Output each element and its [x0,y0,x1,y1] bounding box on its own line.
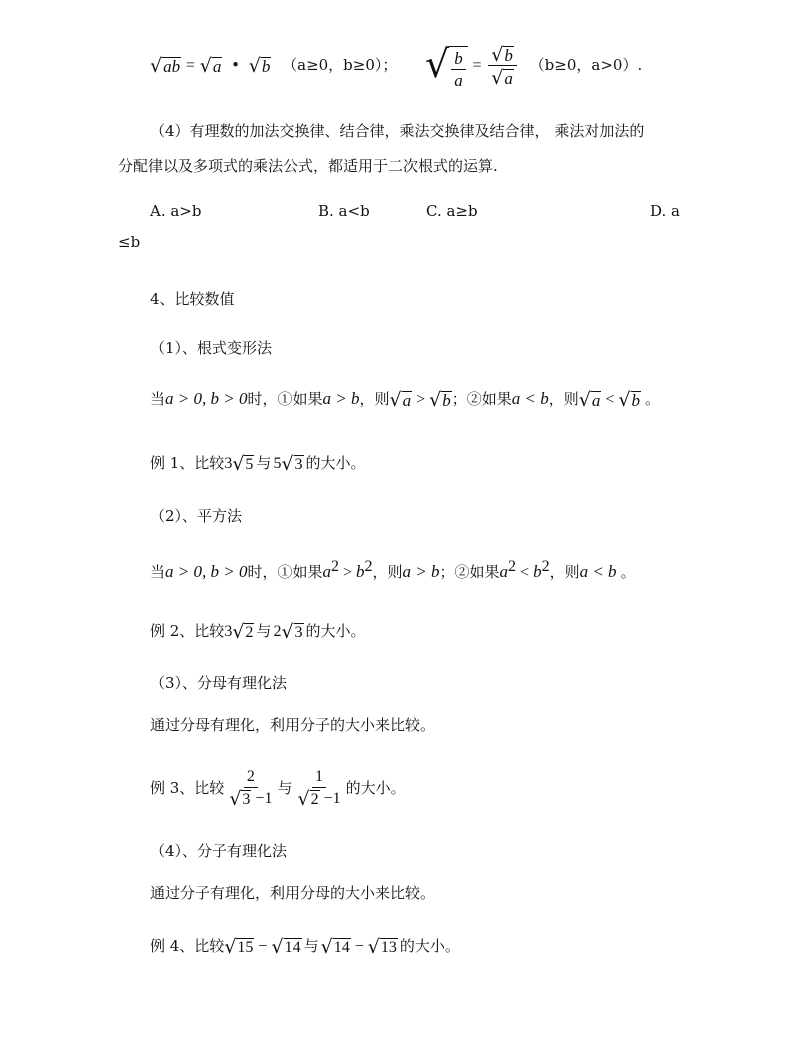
sqrt-fraction-b-over-a: √ $\frac{b}{a}$ [425,40,468,92]
fraction-1-over-sqrt2-minus1: 1 √ 2 −1 [297,767,341,810]
example-2: 例 2、比较3 √ 2 与 2 √ 3 的大小。 [150,621,366,643]
para4-line1: （4）有理数的加法交换律、结合律，乘法交换律及结合律， 乘法对加法的 [150,122,645,140]
example-3: 例 3、比较 2 √ 3 −1 与 1 √ 2 −1 的大小。 [150,767,406,810]
example-1: 例 1、比较3 √ 5 与 5 √ 3 的大小。 [150,453,366,475]
fraction-2-over-sqrt3-minus1: 2 √ 3 −1 [229,767,273,810]
section-title: 4、比较数值 [150,290,235,308]
method1-rule: 当a > 0, b > 0时，①如果a > b，则 √ a > √ b ；②如果a < b，则 √ a < √ b 。 [150,389,661,411]
method1-title: （1）、根式变形法 [150,339,273,357]
sqrt-ab: √ ab [150,54,181,77]
method4-title: （4）、分子有理化法 [150,842,288,860]
option-a: A. a>b [150,202,202,220]
option-d: D. a [650,202,680,220]
option-c: C. a≥b [426,202,478,220]
sqrt-a: √ a [199,54,222,77]
method2-title: （2）、平方法 [150,507,243,525]
method3-title: （3）、分母有理化法 [150,674,288,692]
method4-desc: 通过分子有理化，利用分母的大小来比较。 [150,884,436,902]
sqrt-b: √ b [248,54,271,77]
option-b: B. a<b [318,202,370,220]
method2-rule: 当a > 0, b > 0时，①如果$a^2 > b^2$，则a > b；②如果$a^2 < b^2$，则a < b 。 [150,558,636,581]
formula-product-quotient: √ ab = √ a • √ b （a≥0，b≥0）； √ $\frac{b}{a}$ = √ b √ a （b≥0，a>0）. [150,42,643,90]
method3-desc: 通过分母有理化，利用分子的大小来比较。 [150,716,436,734]
fraction-sqrtb-over-sqrta: √ b √ a [488,44,517,88]
option-d-wrap: ≤b [118,233,141,251]
example-4: 例 4、比较 √ 15 − √ 14 与 √ 14 − √ 13 的大小。 [150,936,460,958]
para4-line2: 分配律以及多项式的乘法公式，都适用于二次根式的运算. [118,157,498,175]
